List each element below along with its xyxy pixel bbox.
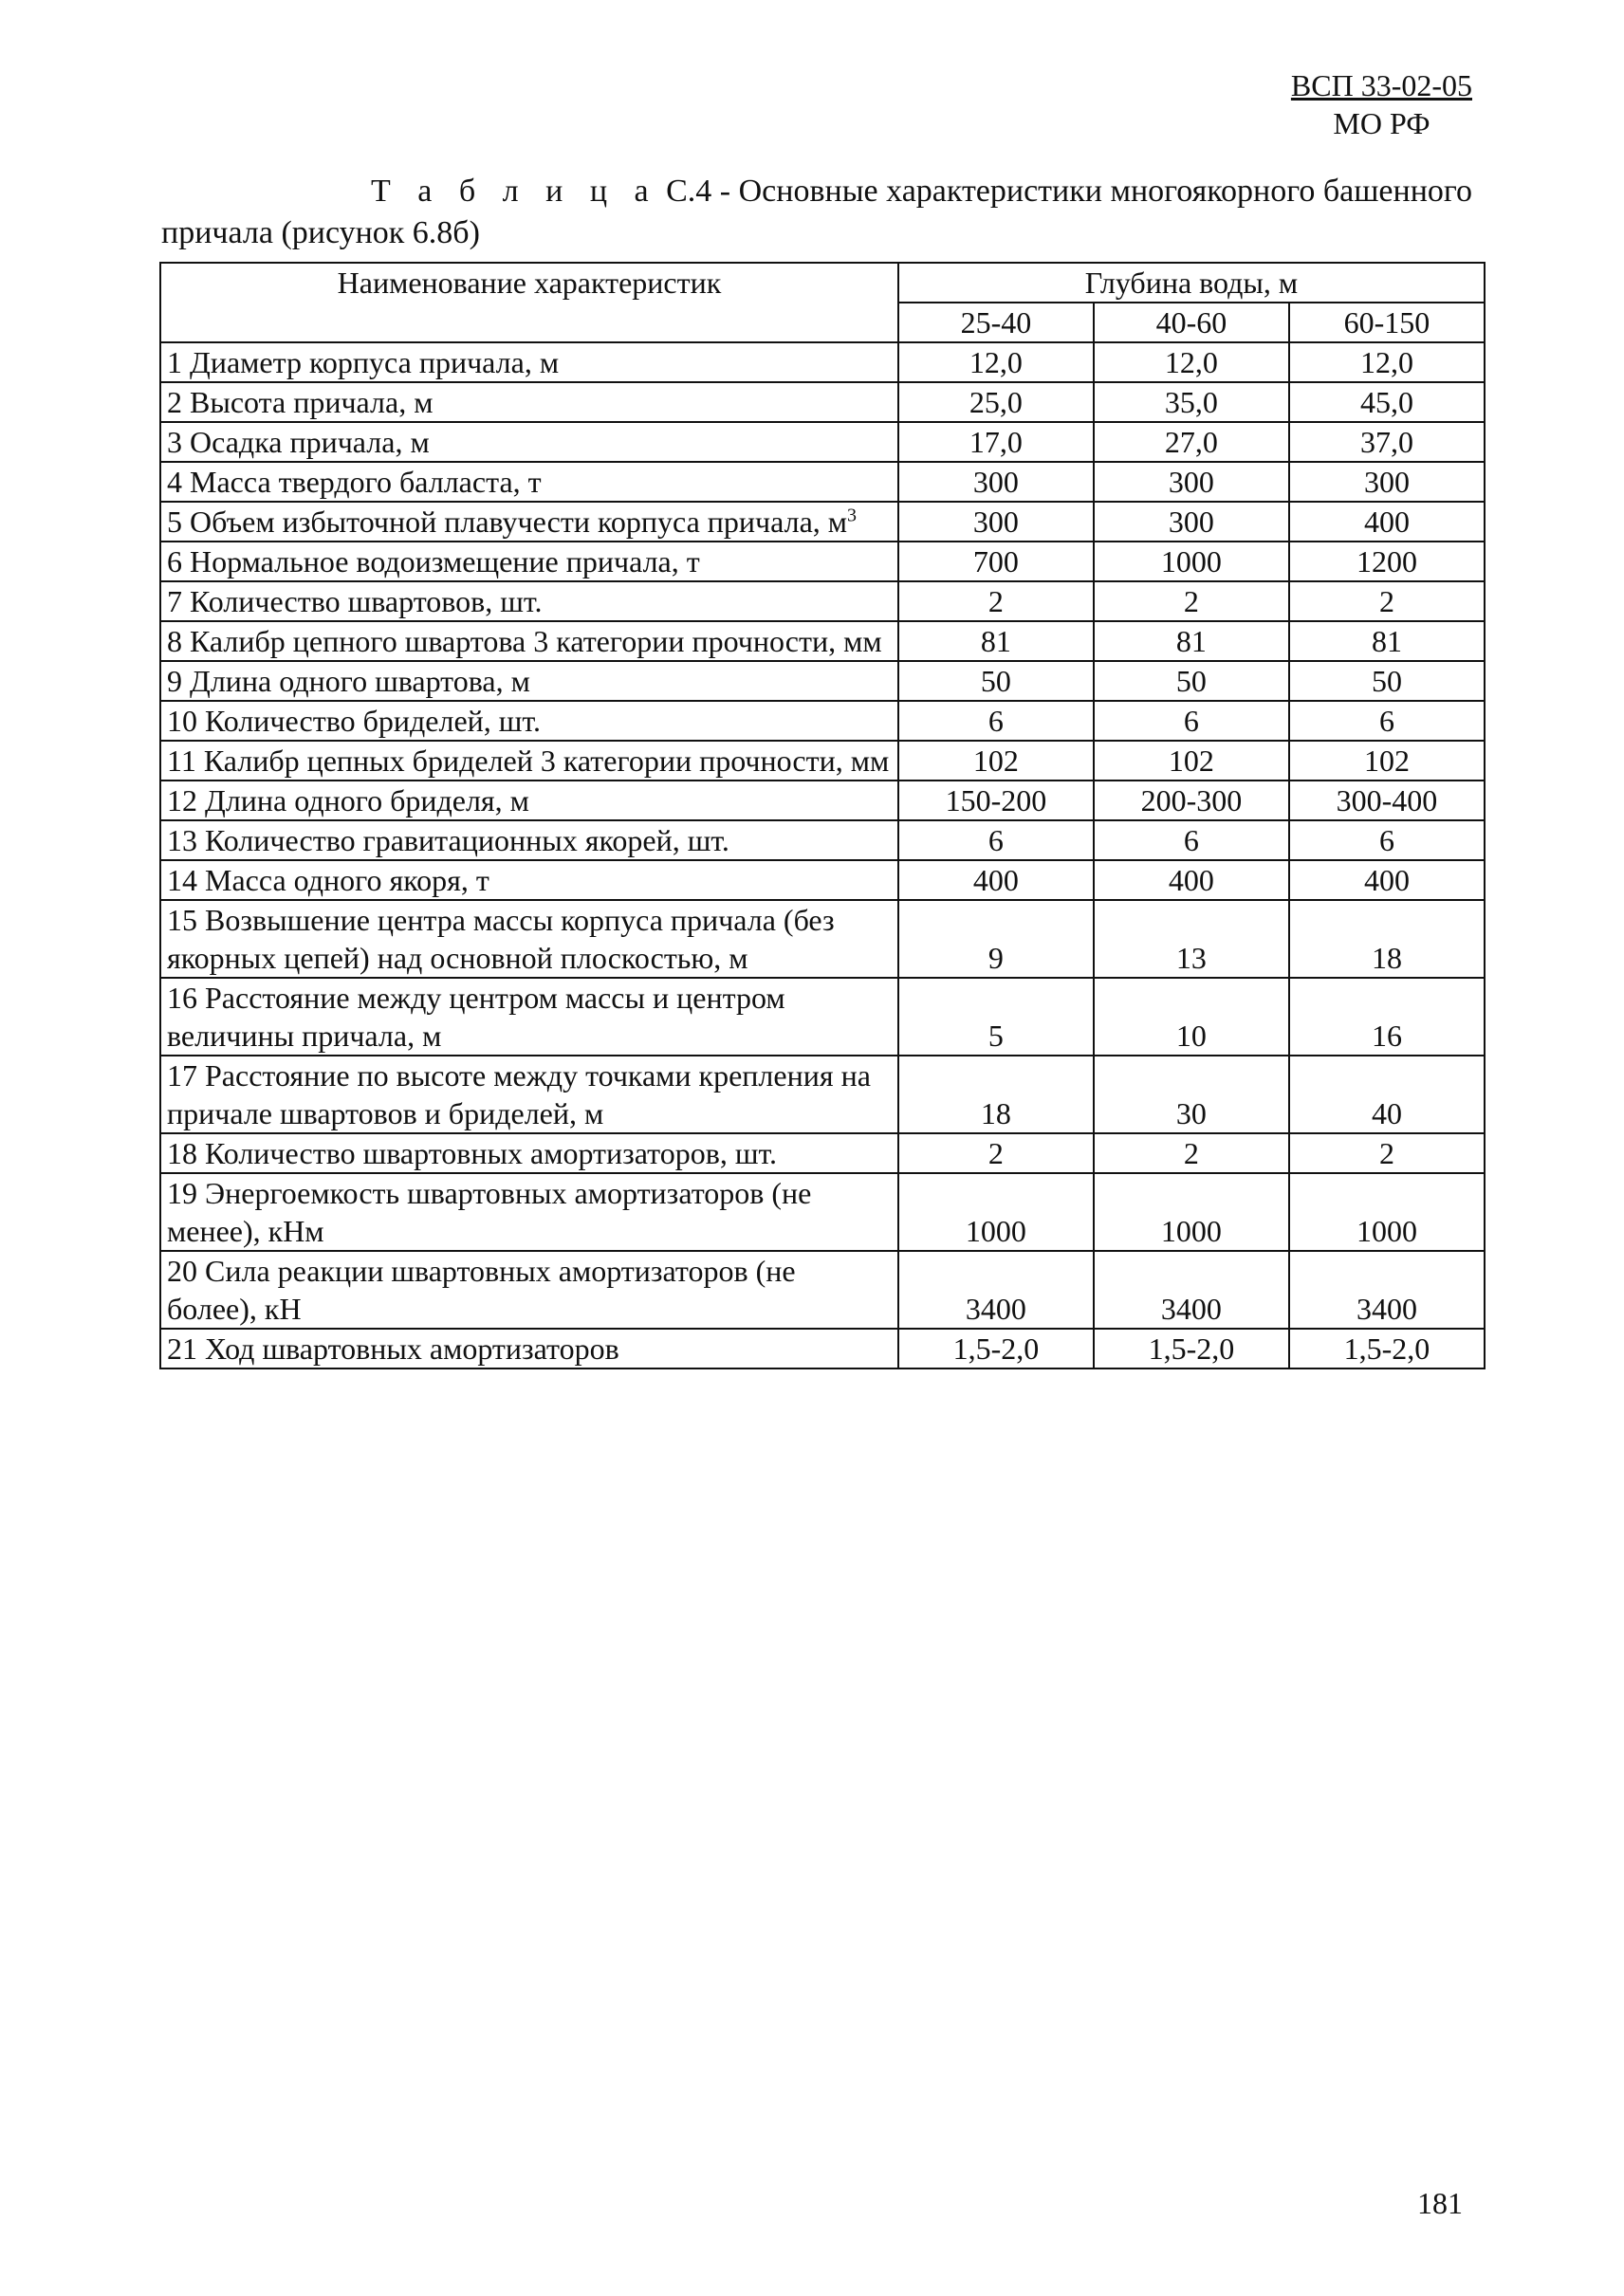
value-cell: 50 [1094,661,1289,701]
value-cell: 30 [1094,1056,1289,1133]
characteristic-name [160,462,898,502]
value-cell: 400 [1289,860,1485,900]
characteristic-name [160,860,898,900]
document-header [1291,66,1472,142]
characteristics-table [159,262,1486,1369]
value-cell: 25,0 [898,382,1094,422]
characteristic-name-text: 6 Нормальное водоизмещение причала, т [167,544,700,579]
value-cell: 3400 [1289,1251,1485,1329]
value-cell: 6 [1289,701,1485,741]
standard-code: ВСП 33-02-05 [1290,68,1472,102]
value-cell: 40 [1289,1056,1485,1133]
characteristic-name [160,1056,898,1133]
value-cell: 16 [1289,978,1485,1056]
page-number: 181 [1417,2186,1463,2220]
table-row [160,1133,1485,1173]
caption-label: Т а б л и ц а [371,174,658,209]
characteristic-name [160,820,898,860]
characteristic-name-text: 5 Объем избыточной плавучести корпуса причала, м [167,505,848,539]
table-row [160,542,1485,581]
characteristic-name-text: 11 Калибр цепных бриделей 3 категории прочности, мм [167,744,890,778]
value-cell: 10 [1094,978,1289,1056]
depth-column-2: 40-60 [1094,303,1289,342]
table-row [160,860,1485,900]
characteristic-name-text: 9 Длина одного швартова, м [167,664,530,698]
characteristic-name [160,741,898,781]
characteristic-name-text: 7 Количество швартовов, шт. [167,584,543,618]
value-cell: 400 [1289,502,1485,542]
value-cell: 102 [898,741,1094,781]
value-cell: 2 [898,1133,1094,1173]
value-cell: 1,5-2,0 [1289,1329,1485,1368]
table-body [160,342,1485,1368]
table-row [160,900,1485,978]
table-row [160,1329,1485,1368]
table-row [160,502,1485,542]
table-row [160,1173,1485,1251]
characteristic-name [160,1173,898,1251]
characteristic-name-text: 1 Диаметр корпуса причала, м [167,345,560,379]
table-row [160,382,1485,422]
value-cell: 9 [898,900,1094,978]
value-cell: 1000 [1094,1173,1289,1251]
value-cell: 12,0 [898,342,1094,382]
value-cell: 300 [1289,462,1485,502]
characteristic-name [160,382,898,422]
characteristic-name [160,701,898,741]
value-cell: 1000 [898,1173,1094,1251]
value-cell: 1,5-2,0 [1094,1329,1289,1368]
table-row [160,462,1485,502]
value-cell: 200-300 [1094,781,1289,820]
characteristic-name-text: 16 Расстояние между центром массы и центром величины причала, м [167,981,785,1053]
characteristic-name [160,1133,898,1173]
value-cell: 2 [1094,581,1289,621]
table-row [160,581,1485,621]
value-cell: 2 [1289,1133,1485,1173]
organization: МО РФ [1333,106,1430,140]
table-row [160,701,1485,741]
characteristic-name-text: 19 Энергоемкость швартовных амортизаторов (не менее), кНм [167,1176,812,1248]
value-cell: 3400 [1094,1251,1289,1329]
characteristic-name [160,502,898,542]
table-row [160,1251,1485,1329]
value-cell: 18 [898,1056,1094,1133]
value-cell: 37,0 [1289,422,1485,462]
value-cell: 6 [898,820,1094,860]
value-cell: 1200 [1289,542,1485,581]
header-row-1 [160,263,1485,303]
value-cell: 50 [898,661,1094,701]
characteristic-name-text: 20 Сила реакции швартовных амортизаторов (не более), кН [167,1254,796,1326]
value-cell: 102 [1094,741,1289,781]
characteristic-name [160,422,898,462]
characteristic-name [160,978,898,1056]
characteristic-name-text: 18 Количество швартовных амортизаторов, шт. [167,1136,778,1170]
value-cell: 45,0 [1289,382,1485,422]
value-cell: 50 [1289,661,1485,701]
value-cell: 700 [898,542,1094,581]
value-cell: 300 [1094,502,1289,542]
value-cell: 6 [1094,820,1289,860]
value-cell: 2 [1289,581,1485,621]
table-row [160,621,1485,661]
characteristic-name-text: 21 Ход швартовных амортизаторов [167,1332,619,1366]
column-header-name: Наименование характеристик [160,263,898,342]
characteristic-name-text: 17 Расстояние по высоте между точками крепления на причале швартовов и бриделей, м [167,1058,871,1130]
value-cell: 81 [1094,621,1289,661]
characteristic-name [160,542,898,581]
characteristic-name [160,781,898,820]
value-cell: 81 [1289,621,1485,661]
characteristic-name-text: 3 Осадка причала, м [167,425,430,459]
value-cell: 150-200 [898,781,1094,820]
characteristic-name-text: 14 Масса одного якоря, т [167,863,489,897]
value-cell: 6 [1289,820,1485,860]
characteristic-name-text: 12 Длина одного бриделя, м [167,783,529,817]
depth-column-3: 60-150 [1289,303,1485,342]
unit-superscript: 3 [847,505,858,526]
caption-title: - Основные характеристики многоякорного башенного [719,174,1472,209]
column-header-depth: Глубина воды, м [898,263,1485,303]
table-row [160,342,1485,382]
value-cell: 81 [898,621,1094,661]
characteristic-name-text: 2 Высота причала, м [167,385,434,419]
value-cell: 18 [1289,900,1485,978]
characteristic-name [160,900,898,978]
value-cell: 6 [1094,701,1289,741]
characteristic-name [160,1251,898,1329]
value-cell: 12,0 [1094,342,1289,382]
table-row [160,820,1485,860]
characteristic-name [160,621,898,661]
value-cell: 13 [1094,900,1289,978]
characteristic-name-text: 4 Масса твердого балласта, т [167,465,542,499]
value-cell: 300 [1094,462,1289,502]
characteristic-name [160,1329,898,1368]
characteristic-name [160,661,898,701]
value-cell: 400 [1094,860,1289,900]
table-caption [161,171,1472,254]
value-cell: 27,0 [1094,422,1289,462]
characteristic-name-text: 15 Возвышение центра массы корпуса причала (без якорных цепей) над основной плоскостью, м [167,903,835,975]
value-cell: 35,0 [1094,382,1289,422]
table-row [160,422,1485,462]
table-row [160,978,1485,1056]
caption-line-1 [161,171,1472,212]
value-cell: 1000 [1289,1173,1485,1251]
caption-line-2: причала (рисунок 6.8б) [161,215,480,250]
table-row [160,741,1485,781]
characteristic-name [160,342,898,382]
table-row [160,661,1485,701]
value-cell: 17,0 [898,422,1094,462]
value-cell: 102 [1289,741,1485,781]
characteristic-name-text: 10 Количество бриделей, шт. [167,704,541,738]
value-cell: 300-400 [1289,781,1485,820]
value-cell: 400 [898,860,1094,900]
value-cell: 1000 [1094,542,1289,581]
table-row [160,1056,1485,1133]
value-cell: 1,5-2,0 [898,1329,1094,1368]
value-cell: 2 [1094,1133,1289,1173]
value-cell: 5 [898,978,1094,1056]
value-cell: 300 [898,502,1094,542]
value-cell: 6 [898,701,1094,741]
depth-column-1: 25-40 [898,303,1094,342]
value-cell: 12,0 [1289,342,1485,382]
value-cell: 300 [898,462,1094,502]
table-row [160,781,1485,820]
caption-number: С.4 [666,174,712,209]
value-cell: 3400 [898,1251,1094,1329]
value-cell: 2 [898,581,1094,621]
characteristic-name-text: 8 Калибр цепного швартова 3 категории прочности, мм [167,624,882,658]
characteristic-name-text: 13 Количество гравитационных якорей, шт. [167,823,729,857]
characteristic-name [160,581,898,621]
